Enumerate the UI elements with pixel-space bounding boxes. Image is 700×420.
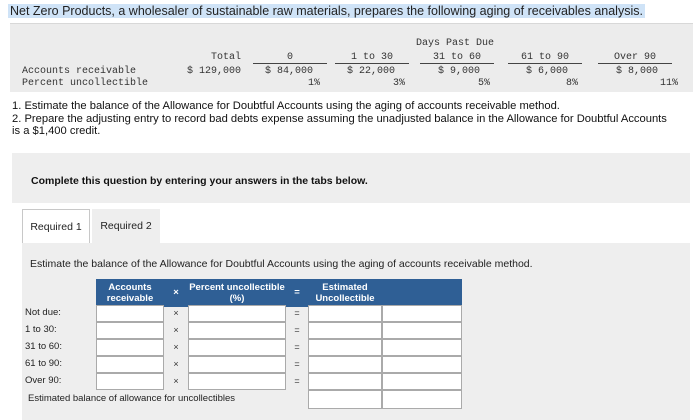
- header-percent-label: Percent uncollectible (%): [189, 282, 285, 304]
- header-equals: =: [294, 287, 300, 298]
- percent-61-90: 8%: [565, 78, 578, 89]
- percent-0: 1%: [307, 78, 320, 89]
- equals-symbol: =: [294, 376, 300, 386]
- times-symbol: ×: [173, 308, 179, 318]
- instruction-3: is a $1,400 credit.: [12, 125, 101, 137]
- complete-prompt: Complete this question by entering your answers in the tabs below.: [31, 175, 368, 187]
- header-blank: [382, 279, 462, 307]
- times-symbol: ×: [173, 342, 179, 352]
- over-90-estimated-input[interactable]: [308, 373, 382, 390]
- receivable-1-30: $ 22,000: [346, 66, 395, 77]
- col-0: 0: [253, 52, 327, 64]
- table-row: [22, 373, 462, 390]
- days-past-due-label: Days Past Due: [415, 38, 494, 49]
- 61-90-percent-input[interactable]: [188, 356, 286, 373]
- table-row: [22, 305, 462, 322]
- not-due-receivable-input[interactable]: [96, 305, 164, 322]
- receivable-total: $ 129,000: [186, 66, 241, 77]
- times-symbol: ×: [173, 325, 179, 335]
- total-label: Estimated balance of allowance for uncollectibles: [28, 393, 236, 404]
- equals-symbol: =: [294, 325, 300, 335]
- 31-60-receivable-input[interactable]: [96, 339, 164, 356]
- col-total: Total: [210, 52, 241, 63]
- row-label: Over 90:: [25, 375, 62, 386]
- col-1-30: 1 to 30: [335, 52, 409, 64]
- over-90-receivable-input[interactable]: [96, 373, 164, 390]
- over-90-extra-input[interactable]: [382, 373, 462, 390]
- required-1-prompt: Estimate the balance of the Allowance for Doubtful Accounts using the aging of accounts receivable method.: [30, 258, 533, 270]
- equals-symbol: =: [294, 308, 300, 318]
- 1-30-estimated-input[interactable]: [308, 322, 382, 339]
- instructions: [12, 100, 700, 138]
- header-estimated-label: Estimated Uncollectible: [315, 282, 375, 304]
- 1-30-receivable-input[interactable]: [96, 322, 164, 339]
- total-extra-input[interactable]: [382, 390, 462, 409]
- header-times-cell: [164, 279, 188, 307]
- col-61-90: 61 to 90: [508, 52, 582, 64]
- over-90-percent-input[interactable]: [188, 373, 286, 390]
- table-row: [22, 356, 462, 373]
- accounts-receivable-label: Accounts receivable: [22, 66, 137, 77]
- times-symbol: ×: [173, 359, 179, 369]
- receivable-over-90: $ 8,000: [615, 66, 658, 77]
- percent-1-30: 3%: [392, 78, 405, 89]
- 1-30-extra-input[interactable]: [382, 322, 462, 339]
- equals-symbol: =: [294, 359, 300, 369]
- total-estimated-input[interactable]: [308, 390, 382, 409]
- not-due-percent-input[interactable]: [188, 305, 286, 322]
- not-due-extra-input[interactable]: [382, 305, 462, 322]
- header-accounts-receivable: [96, 279, 164, 307]
- problem-title: Net Zero Products, a wholesaler of sustainable raw materials, prepares the following aging of receivables analysis.: [10, 4, 643, 18]
- total-row: [22, 390, 462, 409]
- times-symbol: ×: [173, 376, 179, 386]
- percent-over-90: 11%: [659, 78, 678, 89]
- instruction-1: 1. Estimate the balance of the Allowance for Doubtful Accounts using the aging of accounts receivable method.: [12, 100, 560, 112]
- 61-90-estimated-input[interactable]: [308, 356, 382, 373]
- 31-60-estimated-input[interactable]: [308, 339, 382, 356]
- equals-symbol: =: [294, 342, 300, 352]
- receivable-61-90: $ 6,000: [525, 66, 568, 77]
- header-estimated-uncollectible: [308, 279, 382, 307]
- tab-required-1[interactable]: Required 1: [22, 209, 90, 243]
- header-accounts-label: Accounts receivable: [106, 282, 154, 304]
- 31-60-extra-input[interactable]: [382, 339, 462, 356]
- not-due-estimated-input[interactable]: [308, 305, 382, 322]
- 61-90-receivable-input[interactable]: [96, 356, 164, 373]
- col-31-60: 31 to 60: [420, 52, 494, 64]
- percent-31-60: 5%: [477, 78, 490, 89]
- 1-30-percent-input[interactable]: [188, 322, 286, 339]
- header-equals-cell: [286, 279, 308, 307]
- row-label: 31 to 60:: [25, 341, 62, 352]
- percent-uncollectible-label: Percent uncollectible: [22, 78, 149, 89]
- receivable-31-60: $ 9,000: [437, 66, 480, 77]
- row-label: Not due:: [25, 307, 61, 318]
- col-over-90: Over 90: [598, 52, 672, 64]
- 61-90-extra-input[interactable]: [382, 356, 462, 373]
- tab-required-2[interactable]: Required 2: [92, 209, 160, 243]
- receivable-0: $ 84,000: [264, 66, 313, 77]
- row-label: 61 to 90:: [25, 358, 62, 369]
- table-row: [22, 339, 462, 356]
- header-times: ×: [173, 287, 179, 298]
- row-label: 1 to 30:: [25, 324, 57, 335]
- header-percent-uncollectible: [188, 279, 286, 307]
- instruction-2: 2. Prepare the adjusting entry to record bad debts expense assuming the unadjusted balance in the Allowance for Doubtful Accounts: [12, 112, 667, 125]
- table-row: [22, 322, 462, 339]
- 31-60-percent-input[interactable]: [188, 339, 286, 356]
